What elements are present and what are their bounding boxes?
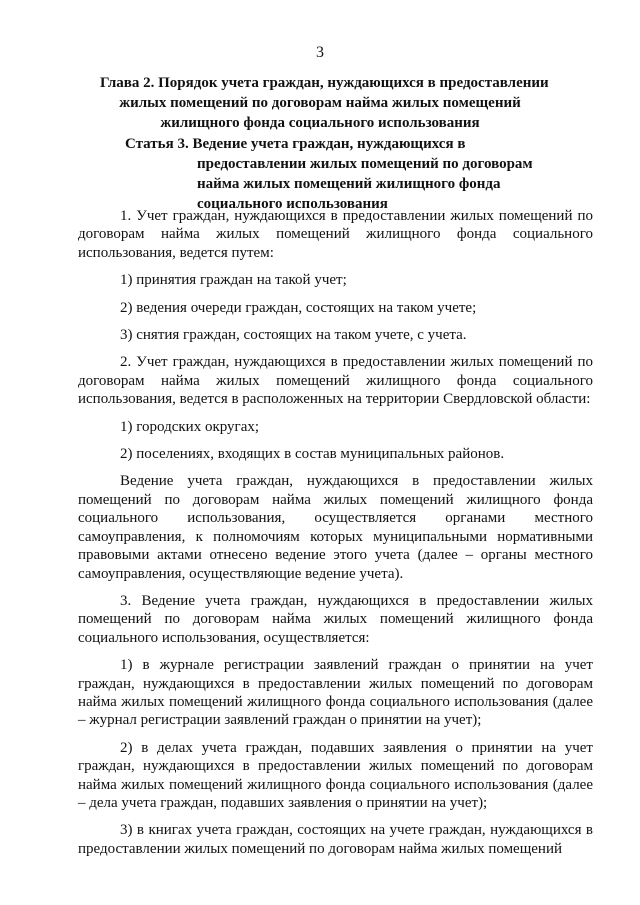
list-item: 2) поселениях, входящих в состав муниципальных районов. bbox=[120, 446, 505, 463]
list-item: 1) в журнале регистрации заявлений граждан о принятии на учет граждан, нуждающихся в предоставлении жилых помещений по договорам найма жилых помещений жилищного фонда социального использования (далее – журнал регистрации заявлений граждан о принятии на учет); bbox=[78, 657, 593, 729]
chapter-title-line: жилых помещений по договорам найма жилых помещений bbox=[119, 95, 521, 111]
article-heading bbox=[125, 134, 565, 214]
article-heading-line: социального использования bbox=[197, 196, 388, 212]
list-item: 2) ведения очереди граждан, состоящих на таком учете; bbox=[120, 299, 477, 316]
paragraph: 2. Учет граждан, нуждающихся в предоставлении жилых помещений по договорам найма жилых помещений жилищного фонда социального использования, ведется в расположенных на территории Свердловской области: bbox=[78, 354, 593, 408]
article-heading-line: найма жилых помещений жилищного фонда bbox=[197, 176, 501, 192]
article-heading-line: предоставлении жилых помещений по договорам bbox=[197, 156, 533, 172]
paragraph: 1. Учет граждан, нуждающихся в предоставлении жилых помещений по договорам найма жилых помещений жилищного фонда социального использования, ведется путем: bbox=[78, 208, 593, 261]
list-item: 3) снятия граждан, состоящих на таком учете, с учета. bbox=[120, 327, 467, 344]
chapter-title-line: жилищного фонда социального использования bbox=[160, 115, 480, 131]
paragraph: 3. Ведение учета граждан, нуждающихся в предоставлении жилых помещений по договорам найма жилых помещений жилищного фонда социального использования, осуществляется: bbox=[78, 592, 593, 646]
paragraph: Ведение учета граждан, нуждающихся в предоставлении жилых помещений по договорам найма жилых помещений жилищного фонда социального использования, осуществляется органами местного самоуправления, к полномочиям которых муниципальными нормативными правовыми актами отнесено ведение этого учета (далее – органы местного самоуправления, осуществляющие ведение учета). bbox=[78, 473, 593, 582]
chapter-title-line: Глава 2. Порядок учета граждан, нуждающихся в предоставлении bbox=[100, 75, 549, 91]
chapter-title bbox=[100, 73, 549, 133]
list-item: 3) в книгах учета граждан, состоящих на учете граждан, нуждающихся в предоставлении жилых помещений по договорам найма жилых помещений bbox=[78, 822, 593, 857]
list-item: 1) городских округах; bbox=[120, 418, 260, 435]
list-item: 2) в делах учета граждан, подавших заявления о принятии на учет граждан, нуждающихся в предоставлении жилых помещений по договорам найма жилых помещений жилищного фонда социального использования (далее – дела учета граждан, подавших заявления о принятии на учет); bbox=[78, 739, 593, 811]
article-body bbox=[78, 207, 593, 867]
article-heading-line: Статья 3. Ведение учета граждан, нуждающихся в bbox=[125, 136, 466, 152]
page-number: 3 bbox=[316, 44, 324, 61]
list-item: 1) принятия граждан на такой учет; bbox=[120, 272, 347, 289]
